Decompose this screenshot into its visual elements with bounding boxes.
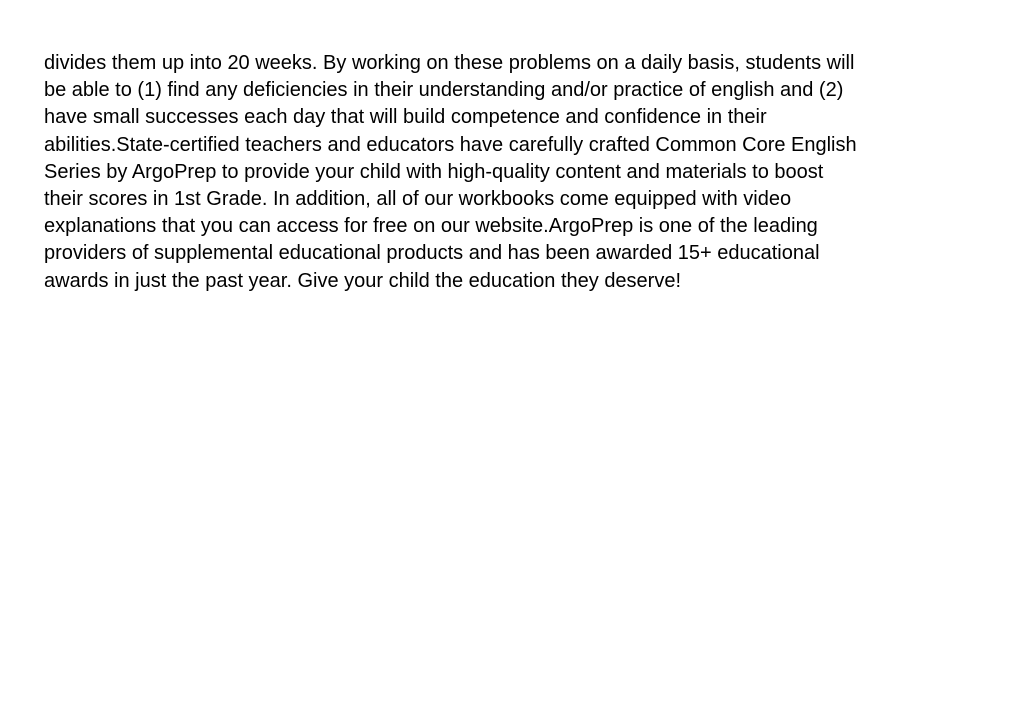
paragraph-line-2: be able to (1) find any deficiencies in their understanding and/or practice of english and (2): [44, 79, 844, 102]
paragraph-line-5: Series by ArgoPrep to provide your child with high-quality content and materials to boost: [44, 160, 824, 183]
paragraph-line-6: their scores in 1st Grade. In addition, all of our workbooks come equipped with video: [44, 188, 792, 211]
paragraph-line-3: have small successes each day that will build competence and confidence in their: [44, 106, 767, 129]
paragraph-line-8: providers of supplemental educational products and has been awarded 15+ educational: [44, 242, 820, 265]
paragraph-line-9: awards in just the past year. Give your child the education they deserve!: [44, 269, 682, 292]
paragraph-line-7: explanations that you can access for free on our website.ArgoPrep is one of the leading: [44, 215, 818, 238]
body-paragraph: [44, 50, 984, 295]
paragraph-line-1: divides them up into 20 weeks. By working on these problems on a daily basis, students will: [44, 52, 855, 74]
paragraph-line-4: abilities.State-certified teachers and educators have carefully crafted Common Core English: [44, 133, 857, 156]
